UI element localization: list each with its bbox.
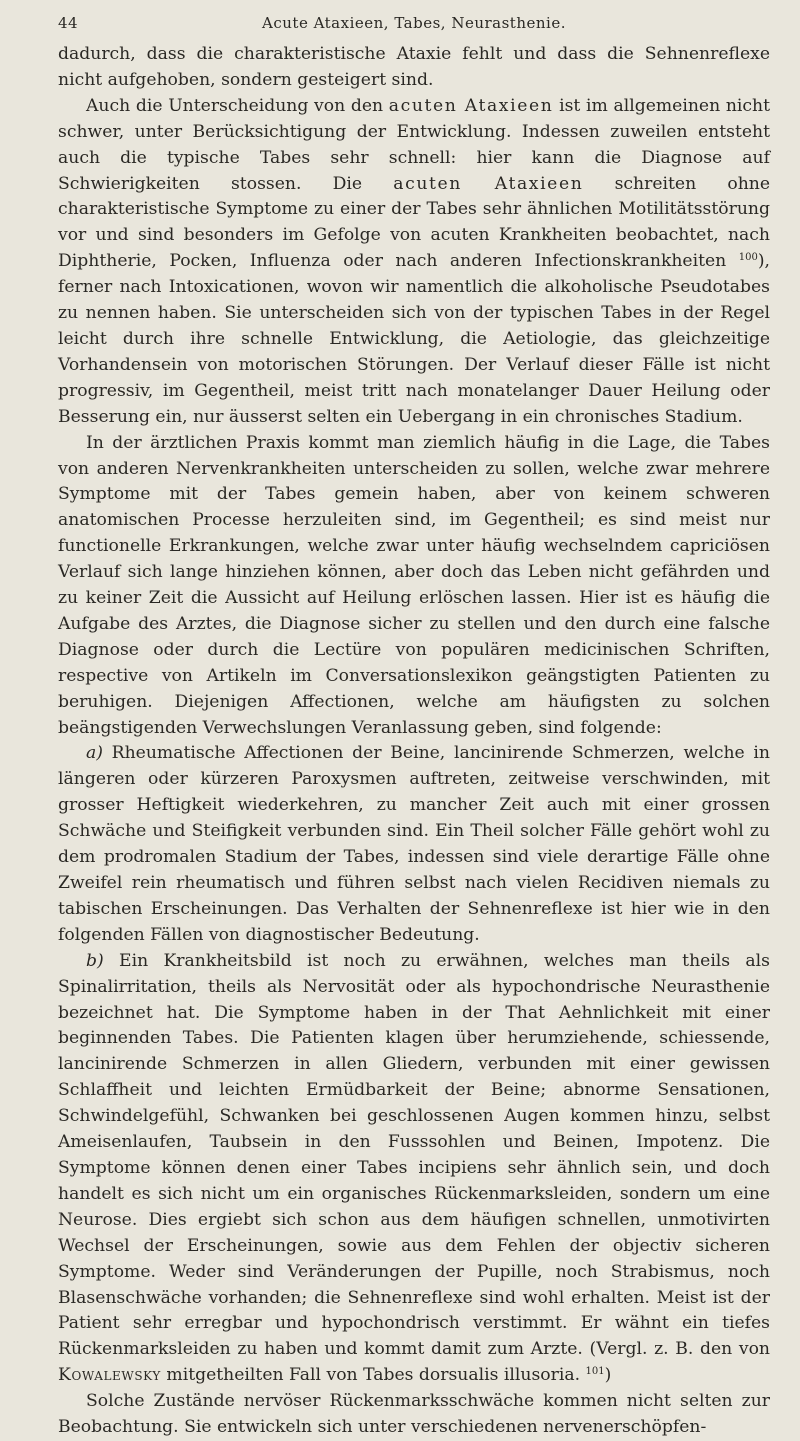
paragraph-3-text: In der ärztlichen Praxis kommt man ziemlich häufig in die Lage, die Tabes von anderen Nervenkrankheiten unterscheiden zu sollen, welche zwar mehrere Symptome mit der Tabes gemein haben, aber von keinem schweren anatomischen Processe herzuleiten sind, im Gegentheil; es sind meist nur functionelle Erkrankungen, welche zwar unter häufig wechselndem capriciösen Verlauf sich lange hinziehen können, aber doch das Leben nicht gefährden und zu keiner Zeit die Aussicht auf Heilung erlöschen lassen. Hier ist es häufig die Aufgabe des Arztes, die Diagnose sicher zu stellen und den durch eine falsche Diagnose oder durch die Lectüre von populären medicinischen Schriften, respective von Artikeln im Conversationslexikon geängstigten Patienten zu beruhigen. Diejenigen Affectionen, welche am häufigsten zu solchen beängstigenden Verwechslungen Veranlassung geben, sind folgende: — [58, 432, 770, 738]
paragraph-b-text-e: ) — [604, 1365, 612, 1386]
paragraph-1 — [58, 42, 770, 94]
author-name-kowalewsky: Kowalewsky — [58, 1365, 161, 1386]
spaced-term-acute-ataxia-1: acuten Ataxieen — [388, 95, 554, 116]
paragraph-3 — [58, 431, 770, 742]
paragraph-2-text-a: Auch die Unterscheidung von den — [86, 95, 389, 116]
paragraph-1-text: dadurch, dass die charakteristische Ataxie fehlt und dass die Sehnenreflexe nicht aufgehoben, sondern gesteigert sind. — [58, 44, 770, 90]
paragraph-b — [58, 949, 770, 1389]
paragraph-6-text: Solche Zustände nervöser Rückenmarksschwäche kommen nicht selten zur Beobachtung. Sie entwickeln sich unter verschiedenen nervenerschöpfen- — [58, 1391, 770, 1438]
list-label-a: a) — [86, 743, 103, 764]
paragraph-2-text-e: schreiten ohne charakteristische Symptome zu einer der Tabes sehr ähnlichen Motilitätsstörung vor und sind besonders im Gefolge von acuten Krankheiten beobachtet, nach Diphtherie, Pocken, Influenza oder nach anderen Infectionskrankheiten — [58, 173, 770, 272]
paragraph-b-text-c: mitgetheilten Fall von Tabes dorsualis illusoria. — [160, 1365, 586, 1386]
body-text — [58, 42, 770, 1441]
paragraph-a-text: Rheumatische Affectionen der Beine, lancinirende Schmerzen, welche in längeren oder kürzeren Paroxysmen auftreten, zeitweise verschwinden, mit grosser Heftigkeit wiederkehren, zu mancher Zeit auch mit einer grossen Schwäche und Steifigkeit verbunden sind. Ein Theil solcher Fälle gehört wohl zu dem prodromalen Stadium der Tabes, indessen sind viele derartige Fälle ohne Zweifel rein rheumatisch und führen selbst nach vielen Recidiven niemals zu tabischen Erscheinungen. Das Verhalten der Sehnenreflexe ist hier wie in den folgenden Fällen von diagnostischer Bedeutung. — [58, 743, 770, 945]
paragraph-b-text-a: Ein Krankheitsbild ist noch zu erwähnen, welches man theils als Spinalirritation, theils als Nervosität oder als hypochondrische Neurasthenie bezeichnet hat. Die Symptome haben in der That Aehnlichkeit mit einer beginnenden Tabes. Die Patienten klagen über herumziehende, schiessende, lancinirende Schmerzen in allen Gliedern, verbunden mit einer gewissen Schlaffheit und leichten Ermüdbarkeit der Beine; abnorme Sensationen, Schwindelgefühl, Schwanken bei geschlossenen Augen kommen hinzu, selbst Ameisenlaufen, Taubsein in den Fusssohlen und Beinen, Impotenz. Die Symptome können denen einer Tabes incipiens sehr ähnlich sein, und doch handelt es sich nicht um ein organisches Rückenmarksleiden, sondern um eine Neurose. Dies ergiebt sich schon aus dem häufigen schnellen, unmotivirten Wechsel der Erscheinungen, sowie aus dem Fehlen der objectiv sicheren Symptome. Weder sind Veränderungen der Pupille, noch Strabismus, noch Blasenschwäche vorhanden; die Sehnenreflexe sind wohl erhalten. Meist ist der Patient sehr erregbar und hypochondrisch verstimmt. Er wähnt ein tiefes Rückenmarksleiden zu haben und kommt damit zum Arzte. (Vergl. z. B. den von — [58, 950, 770, 1360]
footnote-ref-100: 100 — [738, 252, 758, 264]
page-number: 44 — [58, 14, 79, 32]
running-header — [58, 14, 770, 34]
list-label-b: b) — [86, 950, 104, 971]
paragraph-6 — [58, 1389, 770, 1441]
paragraph-2-text-c: ist im allgemeinen nicht schwer, unter Berücksichtigung der Entwicklung. Indessen zuweilen entsteht auch die typische Tabes sehr schnell: hier kann die Diagnose auf Schwierigkeiten stossen. Die — [58, 95, 771, 194]
paragraph-2-text-g: ), ferner nach Intoxicationen, wovon wir namentlich die alkoholische Pseudotabes zu nennen haben. Sie unterscheiden sich von der typischen Tabes in der Regel leicht durch ihre schnelle Entwicklung, die Aetiologie, das gleichzeitige Vorhandensein von motorischen Störungen. Der Verlauf dieser Fälle ist nicht progressiv, im Gegentheil, meist tritt nach monatelanger Dauer Heilung oder Besserung ein, nur äusserst selten ein Uebergang in ein chronisches Stadium. — [58, 251, 770, 427]
running-title: Acute Ataxieen, Tabes, Neurasthenie. — [262, 14, 566, 32]
footnote-ref-101: 101 — [585, 1366, 605, 1378]
paragraph-2 — [58, 94, 770, 431]
spaced-term-acute-ataxia-2: acuten Ataxieen — [393, 173, 584, 194]
paragraph-a — [58, 741, 770, 948]
